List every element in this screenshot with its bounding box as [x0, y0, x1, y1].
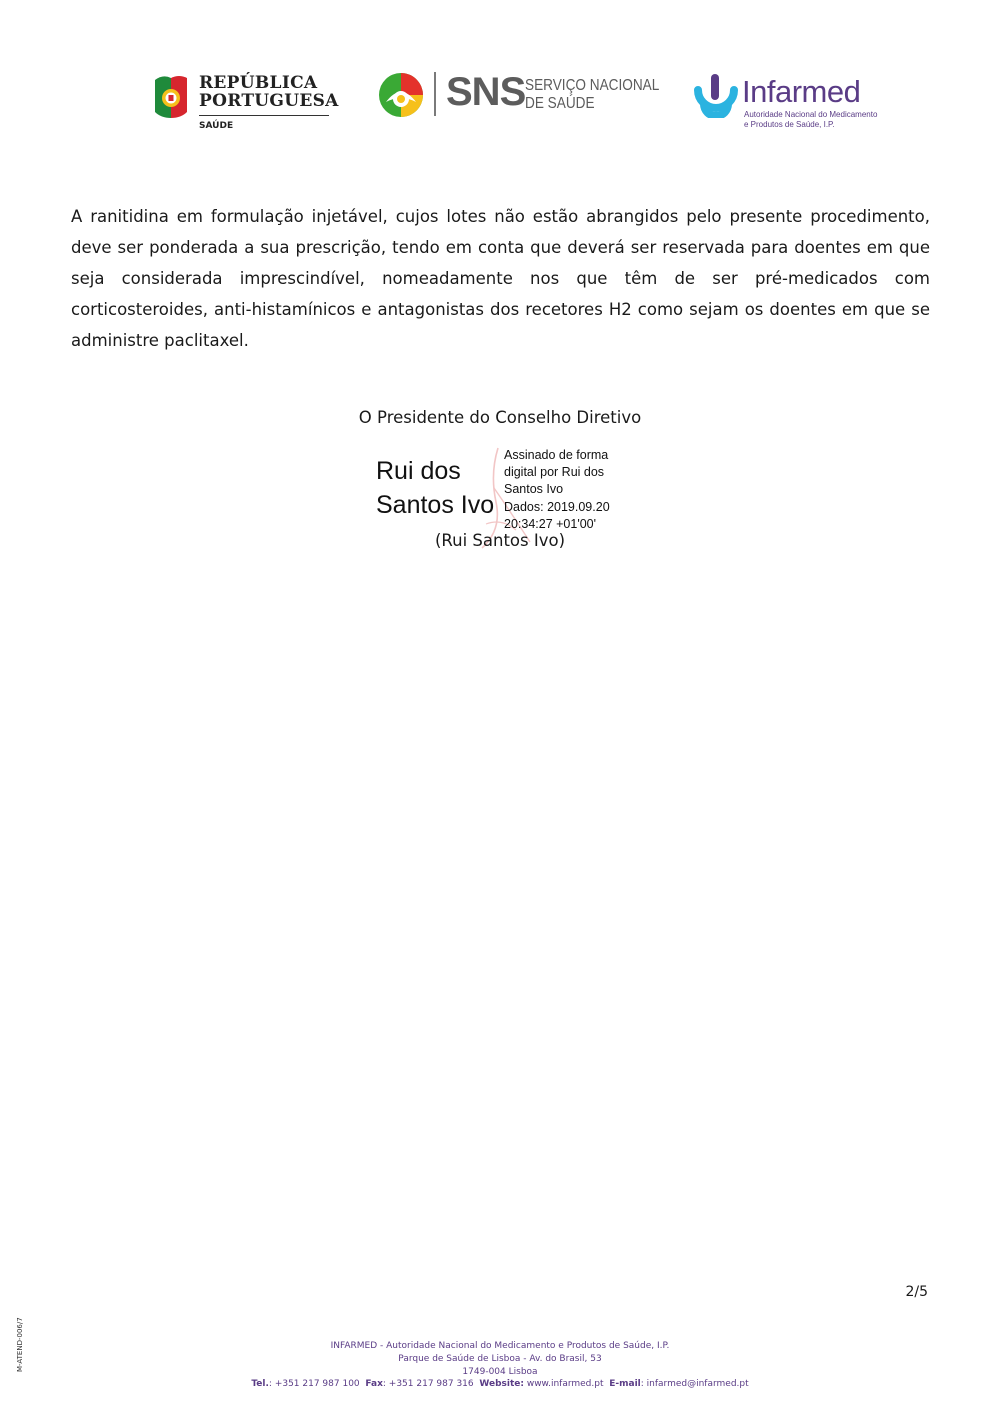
footer-address: Parque de Saúde de Lisboa - Av. do Brasil, 53	[398, 1353, 602, 1364]
page-footer	[0, 1340, 1000, 1391]
sns-name-line1: SERVIÇO NACIONAL	[525, 77, 660, 94]
rp-logo-line1: REPÚBLICA	[199, 73, 318, 93]
infarmed-subtitle-line2: e Produtos de Saúde, I.P.	[744, 120, 835, 129]
portugal-flag-icon	[151, 74, 189, 120]
signatory-role: O Presidente do Conselho Diretivo	[358, 408, 642, 427]
digital-signature-line: Assinado de forma	[504, 448, 609, 462]
sns-logo	[378, 70, 660, 120]
infarmed-logo	[694, 72, 878, 132]
sns-acronym: SNS	[446, 70, 526, 114]
sns-name-line2: DE SAÚDE	[525, 95, 595, 112]
signer-name-line2: Santos Ivo	[376, 491, 495, 519]
digital-signature-line: digital por Rui dos	[504, 465, 605, 480]
rp-logo-line2: PORTUGUESA	[199, 91, 339, 111]
signer-name-line1: Rui dos	[376, 457, 461, 485]
footer-postal-code: 1749-004 Lisboa	[462, 1366, 538, 1377]
infarmed-subtitle-line1: Autoridade Nacional do Medicamento	[744, 110, 878, 119]
infarmed-mark-icon	[694, 74, 738, 118]
fax-label: Fax	[365, 1379, 383, 1390]
republica-portuguesa-logo	[151, 72, 339, 134]
email-label: E-mail	[609, 1379, 641, 1390]
website-link[interactable]: www.infarmed.pt	[523, 1379, 604, 1390]
document-code: M-ATEND-006/7	[16, 1317, 24, 1372]
sns-logo-divider	[434, 72, 436, 116]
tel-value: : +351 217 987 100	[268, 1379, 360, 1390]
body-paragraph: A ranitidina em formulação injetável, cujos lotes não estão abrangidos pelo presente procedimento, deve ser ponderada a sua prescrição, tendo em conta que deverá ser reservada para doentes em que seja considerada imprescindível, nomeadamente nos que têm de ser pré-medicados com corticosteroides, anti-histamínicos e antagonistas dos recetores H2 como sejam os doentes em que se administre paclitaxel.	[71, 207, 930, 350]
fax-value: : +351 217 987 316	[382, 1379, 474, 1390]
signer-printed-name: (Rui Santos Ivo)	[434, 531, 566, 550]
infarmed-name: Infarmed	[742, 74, 861, 109]
tel-label: Tel.	[251, 1379, 269, 1390]
footer-organization: INFARMED - Autoridade Nacional do Medicamento e Produtos de Saúde, I.P.	[330, 1341, 670, 1351]
rp-logo-divider	[199, 115, 329, 116]
rp-logo-subtitle: SAÚDE	[199, 121, 234, 131]
website-label: Website:	[479, 1379, 524, 1390]
digital-signature-line: Dados: 2019.09.20	[504, 499, 610, 514]
email-link[interactable]: : infarmed@infarmed.pt	[640, 1379, 749, 1390]
sns-emblem-icon	[378, 72, 424, 118]
footer-contacts	[0, 1378, 1000, 1391]
digital-signature-details	[504, 447, 610, 533]
digital-signature-line: Santos Ivo	[504, 482, 564, 497]
page-number: 2/5	[905, 1284, 928, 1300]
digital-signature-line: 20:34:27 +01'00'	[504, 516, 597, 531]
